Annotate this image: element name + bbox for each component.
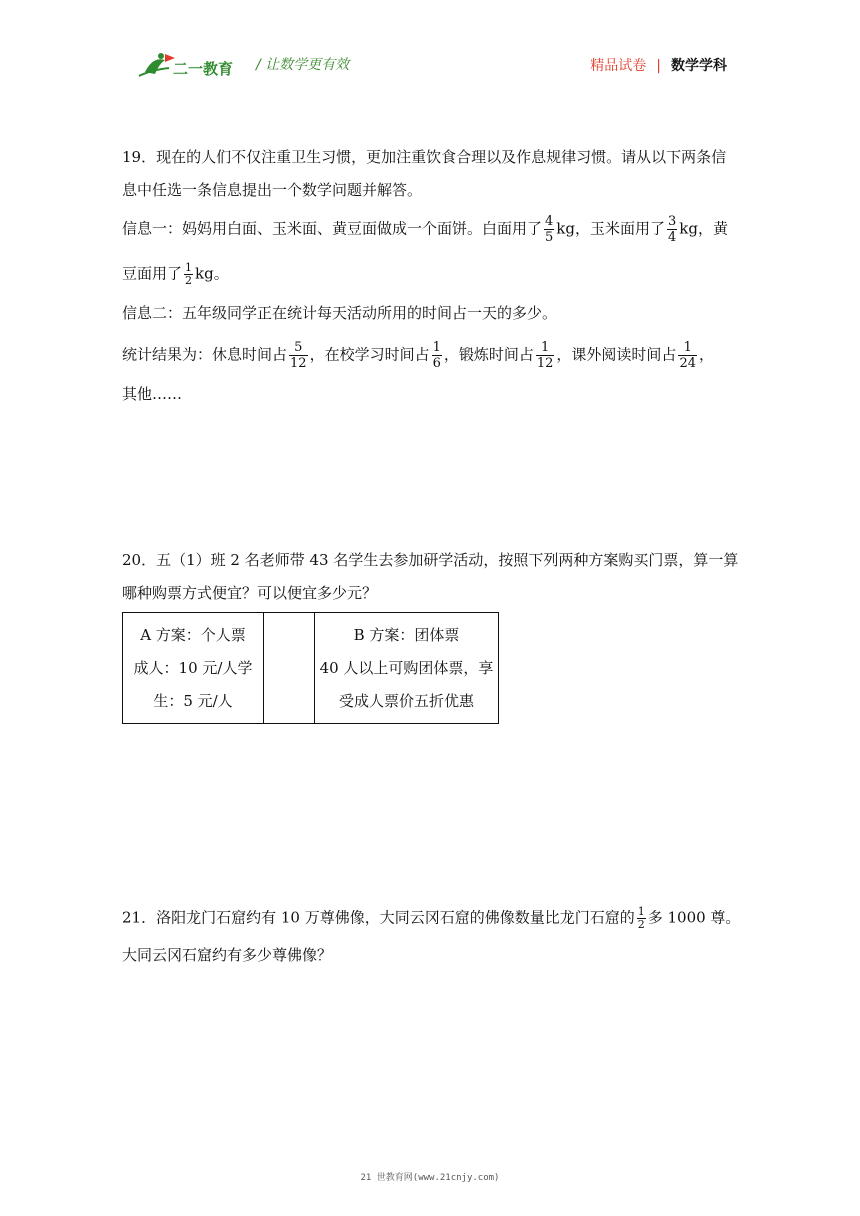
q20-line-2: 哪种购票方式便宜？可以便宜多少元？: [122, 584, 378, 602]
slogan: / 让数学更有效: [256, 57, 350, 73]
page-footer: 21 世教育网(www.21cnjy.com): [360, 1173, 500, 1183]
q19-stats: 统计结果为：休息时间占 $\frac{5}{12}$ ，在校学习时间占 $\frac{1}{6}$ ，锻炼时间占 $\frac{1}{12}$ ，课外阅读时间占 $\frac{1}{24}$ ，: [122, 340, 714, 371]
q19-info-1: 信息一：妈妈用白面、玉米面、黄豆面做成一个面饼。白面用了 $\frac{4}{5}$ kg，玉米面用了 $\frac{3}{4}$ kg，黄: [122, 214, 728, 245]
page-header: [0, 0, 860, 90]
q19-info-1-cont: 豆面用了 $\frac{1}{2}$ kg。: [122, 261, 229, 287]
plan-b-line-3: 受成人票价五折优惠: [338, 692, 474, 710]
plan-b-cell: [315, 613, 499, 724]
header-subject: 数学学科: [671, 58, 727, 74]
fraction: $\frac{1}{2}$: [185, 261, 193, 287]
fraction: $\frac{3}{4}$: [668, 214, 677, 245]
q20-line-1: 20．五（1）班 2 名老师带 43 名学生去参加研学活动，按照下列两种方案购买门票，算一算: [122, 551, 739, 569]
fraction: $\frac{5}{12}$: [290, 340, 307, 371]
header-premium: 精品试卷: [590, 58, 647, 74]
plan-a-cell: [123, 613, 264, 724]
plan-a-line-2: 成人：10 元/人学: [133, 659, 253, 677]
fraction: $\frac{1}{12}$: [536, 340, 554, 371]
header-right: [590, 55, 727, 75]
plan-b-line-2: 40 人以上可购团体票，享: [319, 659, 494, 677]
brand-text: 二一教育: [173, 60, 234, 78]
q19-line-2: 息中任选一条信息提出一个数学问题并解答。: [122, 181, 423, 199]
header-separator: |: [656, 58, 661, 74]
q19-line-1: 19．现在的人们不仅注重卫生习惯，更加注重饮食合理以及作息规律习惯。请从以下两条信: [122, 148, 727, 166]
q21-line-1: 21．洛阳龙门石窟约有 10 万尊佛像，大同云冈石窟的佛像数量比龙门石窟的 $\frac{1}{2}$ 多 1000 尊。: [122, 905, 741, 931]
plan-a-line-3: 生：5 元/人: [153, 692, 233, 710]
fraction: $\frac{1}{24}$: [679, 340, 696, 371]
plan-a-title: A 方案：个人票: [140, 626, 246, 644]
q19-line-other: 其他……: [122, 385, 183, 403]
ticket-plan-table: [122, 612, 499, 724]
fraction: $\frac{1}{6}$: [432, 340, 441, 371]
plan-b-title: B 方案：团体票: [353, 626, 460, 644]
q19-info-2: 信息二：五年级同学正在统计每天活动所用的时间占一天的多少。: [122, 304, 558, 322]
fraction: $\frac{4}{5}$: [545, 214, 554, 245]
q21-line-2: 大同云冈石窟约有多少尊佛像？: [122, 946, 333, 964]
brand-logo: [135, 50, 245, 80]
fraction: $\frac{1}{2}$: [637, 905, 645, 931]
empty-cell: [264, 613, 315, 724]
